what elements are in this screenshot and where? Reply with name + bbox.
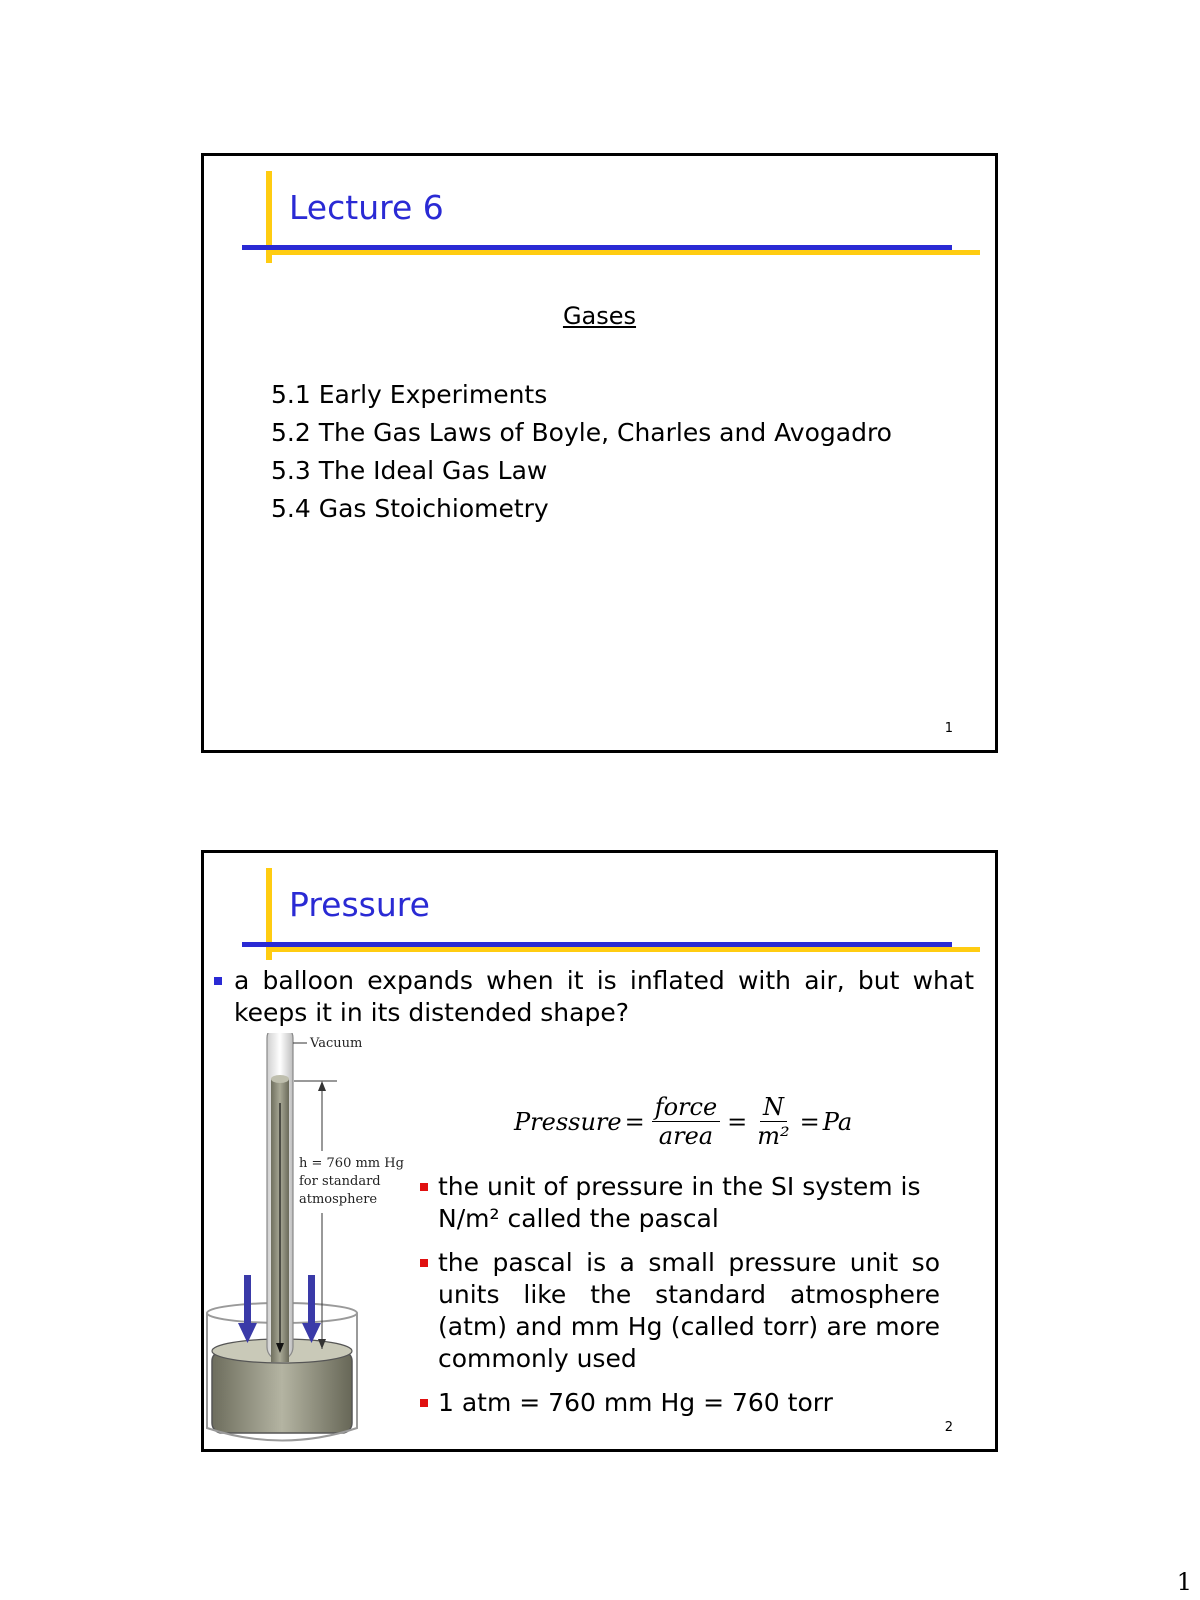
slide-number: 1 [944, 721, 953, 736]
fraction-denominator: area [658, 1122, 714, 1150]
fraction-denominator: m² [757, 1122, 790, 1150]
glass-tube [267, 1033, 293, 1362]
equals-sign: = [799, 1107, 820, 1136]
point-item [420, 1387, 940, 1419]
equation-lhs: Pressure [514, 1107, 622, 1136]
height-label: h = 760 mm Hg [299, 1156, 404, 1171]
point-text: 1 atm = 760 mm Hg = 760 torr [438, 1388, 833, 1417]
point-item [420, 1171, 940, 1235]
topic-item: 5.3 The Ideal Gas Law [271, 456, 548, 485]
topic-item: 5.1 Early Experiments [271, 380, 548, 409]
intro-text: a balloon expands when it is inflated with air, but what keeps it in its distended shape? [234, 966, 974, 1027]
point-text: the pascal is a small pressure unit so units like the standard atmosphere (atm) and mm Hg (called torr) are more commonly used [438, 1248, 940, 1373]
fraction-force-area [652, 1093, 720, 1150]
equals-sign: = [727, 1107, 748, 1136]
topic-item: 5.4 Gas Stoichiometry [271, 494, 549, 523]
page-number: 1 [1176, 1568, 1192, 1596]
bullet-square-icon [420, 1183, 428, 1191]
slide-2 [201, 850, 998, 1452]
slide-number: 2 [944, 1420, 953, 1435]
fraction-numerator: force [652, 1093, 720, 1122]
fraction-n-m2 [754, 1093, 792, 1150]
bullet-square-icon [420, 1259, 428, 1267]
point-text: the unit of pressure in the SI system is N/m² called the pascal [438, 1172, 921, 1233]
equation-rhs: Pa [822, 1107, 853, 1136]
intro-bullet [214, 965, 974, 1029]
topic-item: 5.2 The Gas Laws of Boyle, Charles and Avogadro [271, 418, 892, 447]
slide-1 [201, 153, 998, 753]
bullet-square-icon [420, 1399, 428, 1407]
vacuum-label: Vacuum [310, 1036, 363, 1051]
height-label-line2: for standard [299, 1174, 381, 1189]
fraction-numerator: N [760, 1093, 787, 1122]
pressure-equation [514, 1093, 852, 1150]
equals-sign: = [624, 1107, 645, 1136]
slide-title: Pressure [289, 885, 430, 924]
pressure-points [420, 1171, 940, 1431]
title-underline-yellow [266, 250, 980, 255]
slide-subtitle: Gases [562, 302, 637, 330]
bullet-square-icon [214, 977, 222, 985]
topic-list [271, 376, 892, 528]
barometer-figure [204, 1033, 404, 1453]
height-label-line3: atmosphere [299, 1192, 378, 1207]
point-item [420, 1247, 940, 1375]
slide-title: Lecture 6 [289, 188, 444, 227]
title-underline-yellow [266, 947, 980, 952]
